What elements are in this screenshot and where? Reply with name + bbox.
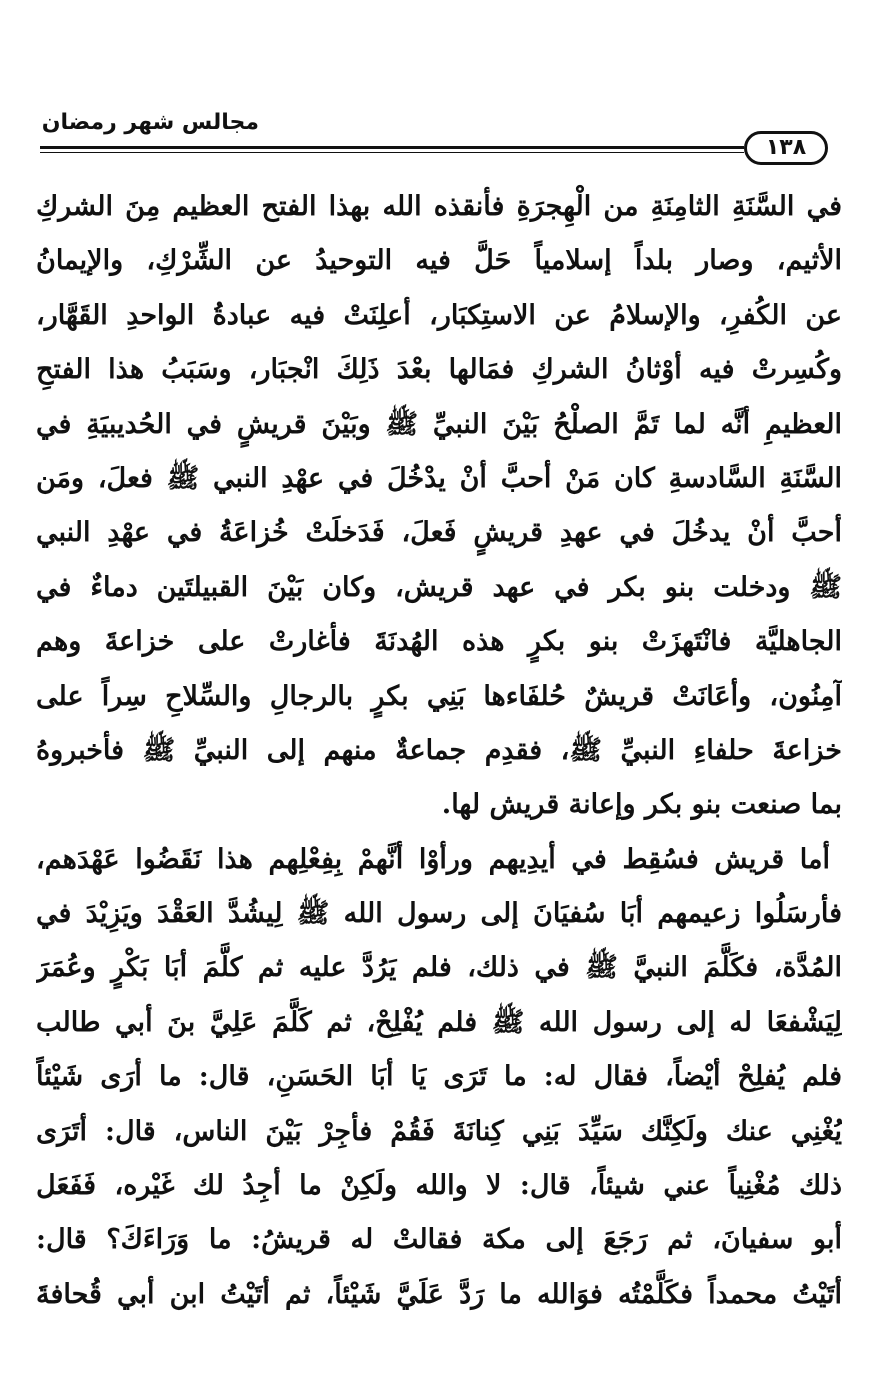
paragraph-2 — [36, 833, 842, 1323]
text-line: خزاعةَ حلفاءِ النبيِّ ﷺ، فقدِم جماعةٌ منهم إلى النبيِّ ﷺ فأخبروهُ — [36, 734, 842, 766]
text-line: الجاهليَّة فانْتَهزَتْ بنو بكرٍ هذه الهُدنَةَ فأغارتْ على خزاعةَ وهم — [36, 626, 842, 658]
text-line: أتَيْتُ محمداً فكَلَّمْتُه فوَالله ما رَدَّ عَلَيَّ شَيْئاً، ثم أتَيْتُ ابن أبي قُحافةَ — [36, 1278, 842, 1310]
text-line: فلم يُفلِحْ أيْضاً، فقال له: ما تَرَى يَا أبَا الحَسَنِ، قال: ما أرَى شَيْئاً — [36, 1061, 842, 1093]
text-line: بما صنعت بنو بكر وإعانة قريش لها. — [441, 789, 842, 821]
text-line: وكُسِرتْ فيه أوْثانُ الشركِ فمَالها بعْدَ ذَلِكَ انْجبَار، وسَبَبُ هذا الفتحِ — [36, 354, 842, 386]
paragraph-1 — [36, 180, 842, 833]
text-line: أحبَّ أنْ يدخُلَ في عهدِ قريشٍ فَعلَ، فَدَخلَتْ خُزاعَةُ في عهْدِ النبي — [36, 517, 842, 549]
text-line: في السَّنَةِ الثامِنَةِ من الْهِجرَةِ فأنقذه الله بهذا الفتح العظيم مِنَ الشركِ — [36, 191, 842, 222]
text-line: أما قريش فسُقِط في أيدِيهم ورأوْا أنَّهمْ بِفِعْلِهم هذا نَقَضُوا عَهْدَهم، — [36, 843, 830, 875]
text-line: الأثيم، وصار بلداً إسلامياً حَلَّ فيه التوحيدُ عن الشِّرْكِ، والإيمانُ — [36, 245, 842, 277]
text-line: العظيمِ أنَّه لما تَمَّ الصلْحُ بَيْنَ النبيِّ ﷺ وبَيْنَ قريشٍ في الحُديبيَةِ في — [36, 408, 842, 440]
text-line: فأرسَلُوا زعيمهم أبَا سُفيَانَ إلى رسول الله ﷺ لِيشُدَّ العَقْدَ ويَزِيْدَ في — [36, 898, 842, 930]
running-header-title: مجالس شهر رمضان — [41, 110, 259, 135]
page-number-badge: ١٣٨ — [744, 131, 828, 165]
header-rule-thick — [40, 146, 744, 149]
text-line: ذلك مُغْنِياً عني شيئاً، قال: لا والله ولَكِنْ ما أجِدُ لك غَيْره، فَفَعَل — [36, 1170, 842, 1202]
text-line: السَّنَةِ السَّادسةِ كان مَنْ أحبَّ أنْ يدْخُلَ في عهْدِ النبي ﷺ فعلَ، ومَن — [36, 462, 842, 494]
text-line: آمِنُون، وأعَانَتْ قريشٌ حُلفَاءها بَنِي بكرٍ بالرجالِ والسِّلاحِ سِراً على — [36, 680, 842, 712]
text-line: يُغْنِي عنك ولَكِنَّك سَيِّدَ بَنِي كِنانَةَ فَقُمْ فأجِرْ بَيْنَ الناس، قال: أتَرَى — [36, 1115, 842, 1147]
header-rule-thin — [40, 152, 744, 153]
text-line: أبو سفيانَ، ثم رَجَعَ إلى مكة فقالتْ له قريشُ: ما وَرَاءَكَ؟ قال: — [36, 1224, 842, 1256]
text-line: المُدَّة، فكَلَّمَ النبيَّ ﷺ في ذلك، فلم يَرُدَّ عليه ثم كلَّمَ أبَا بَكْرٍ وعُمَرَ — [36, 952, 842, 984]
text-line: ﷺ ودخلت بنو بكر في عهد قريش، وكان بَيْنَ القبيلتَين دماءٌ في — [36, 571, 842, 603]
text-line: عن الكُفرِ، والإسلامُ عن الاستِكبَار، أعلِنَتْ فيه عبادةُ الواحدِ القَهَّار، — [36, 299, 842, 331]
body-text — [36, 180, 842, 1322]
text-line: لِيَشْفعَا له إلى رسول الله ﷺ فلم يُفْلِحْ، ثم كَلَّمَ عَلِيَّ بنَ أبي طالب — [36, 1006, 842, 1038]
